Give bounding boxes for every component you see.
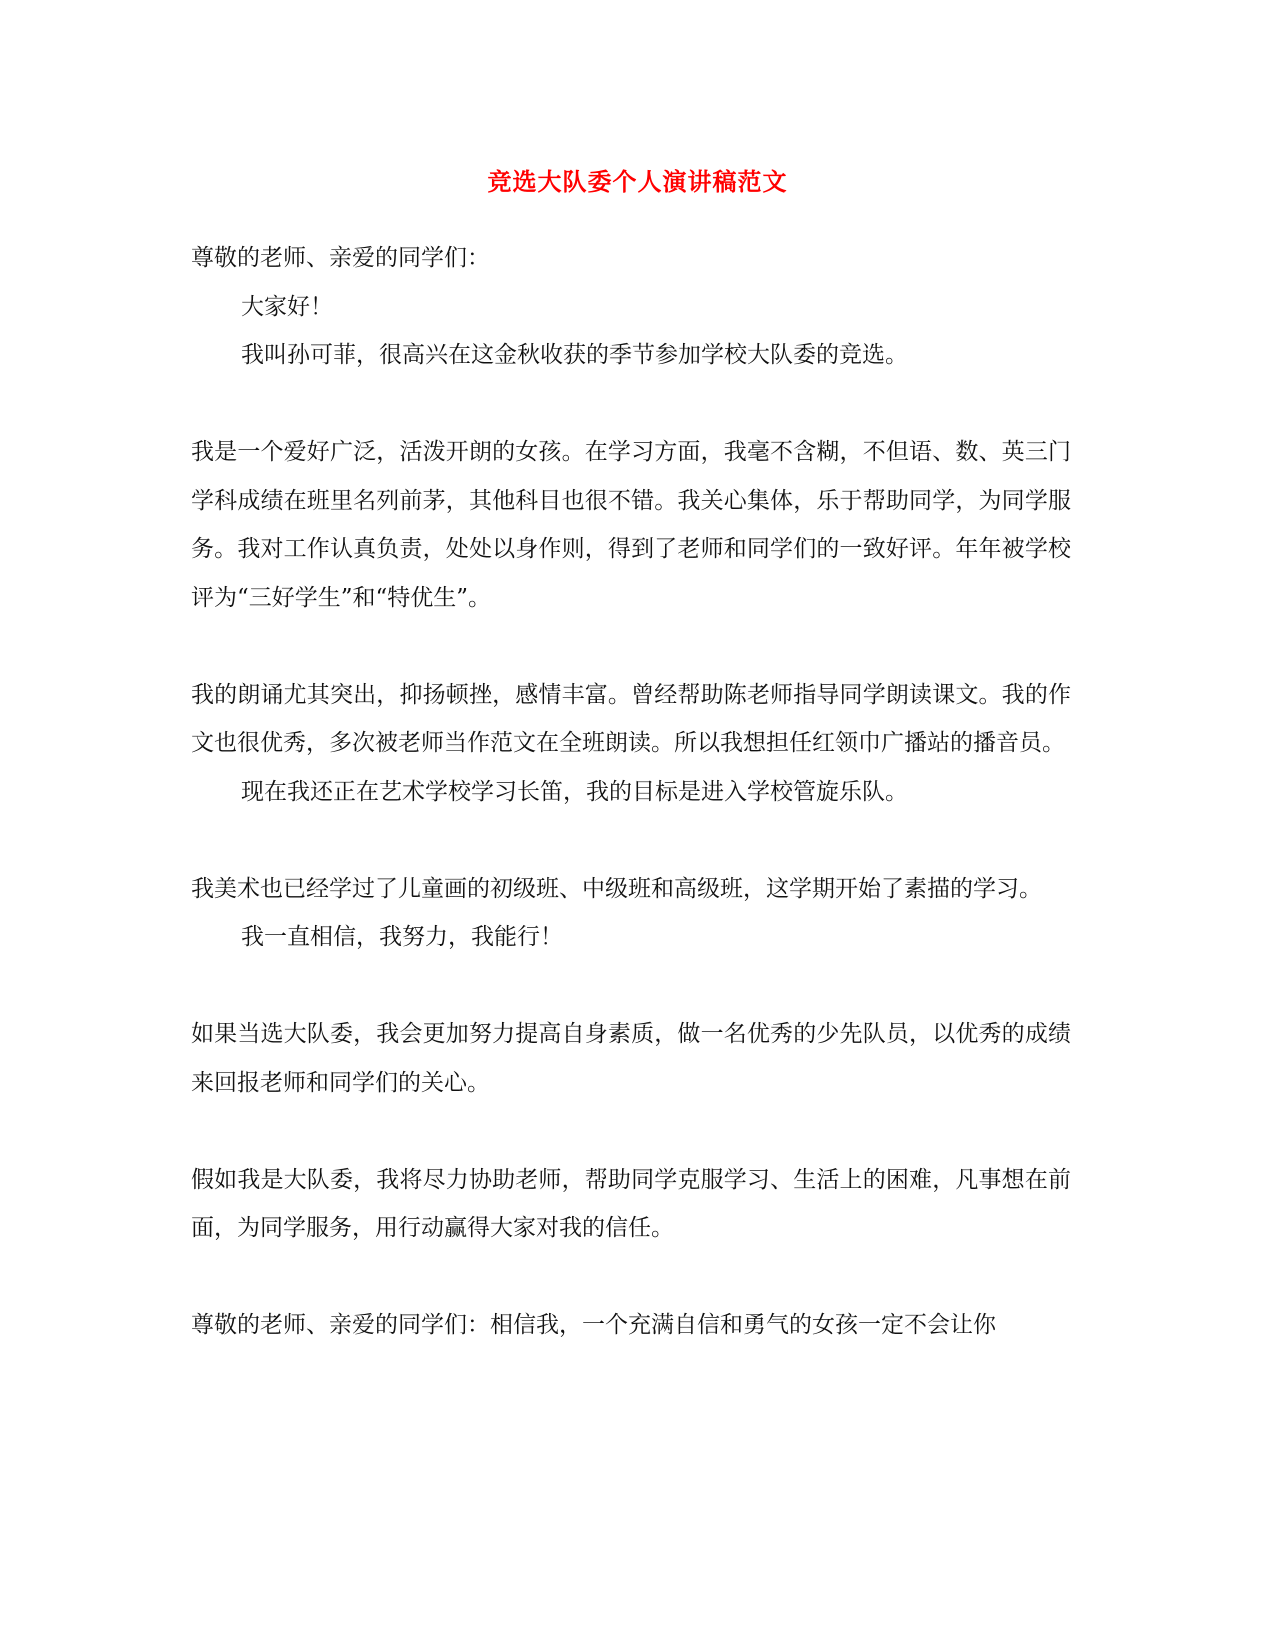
study-paragraph: 我是一个爱好广泛，活泼开朗的女孩。在学习方面，我毫不含糊，不但语、数、英三门学科成绩在班里名列前茅，其他科目也很不错。我关心集体，乐于帮助同学，为同学服务。我对工作认真负责，处处以身作则，得到了老师和同学们的一致好评。年年被学校评为“三好学生”和“特优生”。	[191, 439, 1071, 611]
belief-paragraph: 我一直相信，我努力，我能行！	[241, 924, 563, 950]
recitation-paragraph: 我的朗诵尤其突出，抑扬顿挫，感情丰富。曾经帮助陈老师指导同学朗读课文。我的作文也很优秀，多次被老师当作范文在全班朗读。所以我想担任红领巾广播站的播音员。	[191, 681, 1071, 756]
document-body	[191, 234, 1071, 1350]
greeting-paragraph: 大家好！	[241, 293, 333, 320]
art-paragraph: 我美术也已经学过了儿童画的初级班、中级班和高级班，这学期开始了素描的学习。	[191, 875, 1042, 902]
closing-paragraph: 尊敬的老师、亲爱的同学们：相信我，一个充满自信和勇气的女孩一定不会让你	[191, 1312, 996, 1338]
document-title: 竞选大队委个人演讲稿范文	[487, 167, 788, 196]
salutation-paragraph: 尊敬的老师、亲爱的同学们：	[191, 245, 490, 271]
election-promise-paragraph: 如果当选大队委，我会更加努力提高自身素质，做一名优秀的少先队员，以优秀的成绩来回报老师和同学们的关心。	[191, 1021, 1071, 1096]
assistance-paragraph: 假如我是大队委，我将尽力协助老师，帮助同学克服学习、生活上的困难，凡事想在前面，为同学服务，用行动赢得大家对我的信任。	[191, 1166, 1071, 1241]
flute-paragraph: 现在我还正在艺术学校学习长笛，我的目标是进入学校管旋乐队。	[241, 778, 908, 805]
introduction-paragraph: 我叫孙可菲，很高兴在这金秋收获的季节参加学校大队委的竞选。	[241, 342, 908, 368]
